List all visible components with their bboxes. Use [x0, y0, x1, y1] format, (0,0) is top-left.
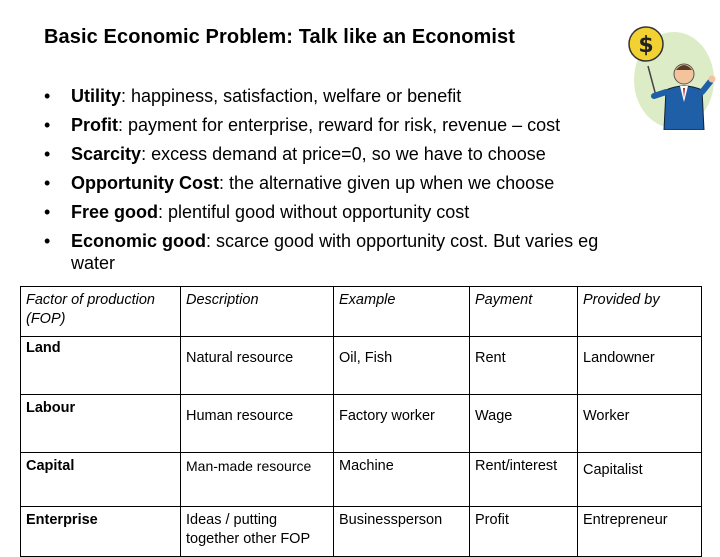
table-cell: Factory worker [334, 395, 470, 453]
table-cell: Land [21, 337, 181, 395]
header-cell: Payment [470, 287, 578, 337]
table-cell: Profit [470, 507, 578, 557]
table-cell: Labour [21, 395, 181, 453]
table-cell: Businessperson [334, 507, 470, 557]
header-cell: Factor of production (FOP) [21, 287, 181, 337]
header-cell: Description [181, 287, 334, 337]
list-item: • Economic good: scarce good with opportunity cost. But varies eg water [44, 231, 599, 273]
table-header-row [21, 287, 702, 337]
definition-list [40, 82, 680, 275]
table-cell: Man-made resource [181, 453, 334, 507]
table-cell: Oil, Fish [334, 337, 470, 395]
list-item: • Utility: happiness, satisfaction, welfare or benefit [44, 86, 462, 106]
slide-title: Basic Economic Problem: Talk like an Economist [44, 26, 516, 48]
header-cell: Provided by [578, 287, 702, 337]
factors-of-production-table [20, 286, 702, 557]
table-row [21, 507, 702, 557]
dollar-glyph: $ [638, 33, 654, 58]
table-cell: Landowner [578, 337, 702, 395]
table-cell: Enterprise [21, 507, 181, 557]
list-item: • Opportunity Cost: the alternative given up when we choose [44, 173, 555, 193]
table-cell: Entrepreneur [578, 507, 702, 557]
header-cell: Example [334, 287, 470, 337]
table-cell: Worker [578, 395, 702, 453]
list-item: • Profit: payment for enterprise, reward for risk, revenue – cost [44, 115, 561, 135]
table-cell: Capital [21, 453, 181, 507]
table-cell: Wage [470, 395, 578, 453]
table-row [21, 453, 702, 507]
table-cell: Machine [334, 453, 470, 507]
table-row [21, 337, 702, 395]
table-cell: Rent [470, 337, 578, 395]
table-cell: Natural resource [181, 337, 334, 395]
list-item: • Free good: plentiful good without opportunity cost [44, 202, 470, 222]
table-cell: Rent/interest [470, 453, 578, 507]
table-cell: Human resource [181, 395, 334, 453]
list-item: • Scarcity: excess demand at price=0, so we have to choose [44, 144, 546, 164]
table-cell: Ideas / putting together other FOP [181, 507, 334, 557]
table-cell: Capitalist [578, 453, 702, 507]
table-row [21, 395, 702, 453]
